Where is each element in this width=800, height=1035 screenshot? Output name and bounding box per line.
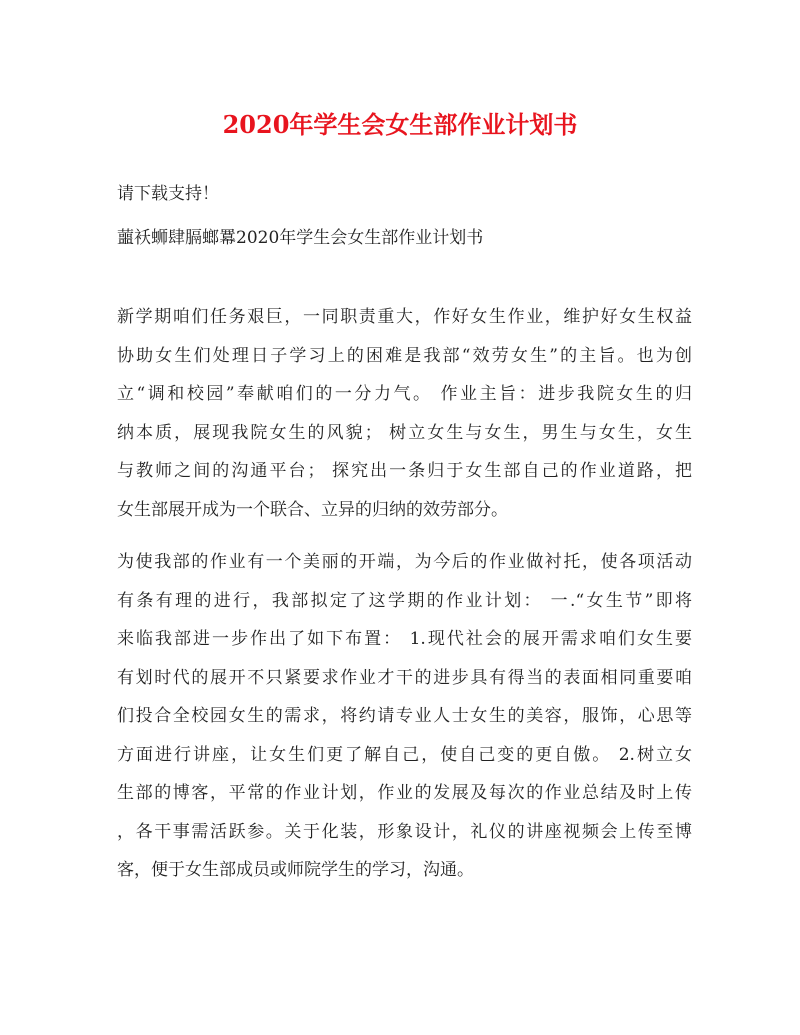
paragraph-line: 方面进行讲座，让女生们更了解自己，使自己变的更自傲。 2.树立女 bbox=[117, 744, 692, 765]
paragraph-line: 有划时代的展开不只紧要求作业才干的进步具有得当的表面相同重要咱 bbox=[117, 667, 692, 688]
paragraph-line: 纳本质，展现我院女生的风貌； 树立女生与女生，男生与女生，女生 bbox=[117, 422, 692, 443]
paragraph-line: 们投合全校园女生的需求，将约请专业人士女生的美容，服饰，心思等 bbox=[117, 706, 692, 726]
paragraph-line: ，各干事需活跃参。关于化装，形象设计，礼仪的讲座视频会上传至博 bbox=[117, 821, 692, 842]
paragraph-line: 客，便于女生部成员或师院学生的学习，沟通。 bbox=[117, 860, 474, 880]
download-note: 请下载支持！ bbox=[117, 184, 219, 204]
paragraph-line: 来临我部进一步作出了如下布置： 1.现代社会的展开需求咱们女生要 bbox=[117, 629, 692, 649]
paragraph-line: 协助女生们处理日子学习上的困难是我部“效劳女生”的主旨。也为创 bbox=[117, 345, 692, 366]
document-title: 2020年学生会女生部作业计划书 bbox=[222, 110, 578, 139]
paragraph-line: 为使我部的作业有一个美丽的开端，为今后的作业做衬托，使各项活动 bbox=[117, 552, 692, 572]
paragraph-line: 有条有理的进行，我部拟定了这学期的作业计划： 一.“女生节”即将 bbox=[117, 590, 692, 611]
paragraph-line: 与教师之间的沟通平台； 探究出一条归于女生部自己的作业道路，把 bbox=[117, 461, 692, 481]
paragraph-line: 新学期咱们任务艰巨，一同职责重大，作好女生作业，维护好女生权益 bbox=[117, 307, 692, 327]
paragraph-intro bbox=[117, 298, 692, 529]
document-subtitle: 蘁袄蛳肆膈螂羃2020年学生会女生部作业计划书 bbox=[117, 228, 484, 248]
paragraph-line: 立“调和校园”奉献咱们的一分力气。 作业主旨：进步我院女生的归 bbox=[117, 384, 692, 404]
paragraph-line: 生部的博客，平常的作业计划，作业的发展及每次的作业总结及时上传 bbox=[117, 783, 692, 803]
paragraph-line: 女生部展开成为一个联合、立异的归纳的效劳部分。 bbox=[117, 499, 508, 520]
paragraph-plan bbox=[117, 543, 692, 890]
